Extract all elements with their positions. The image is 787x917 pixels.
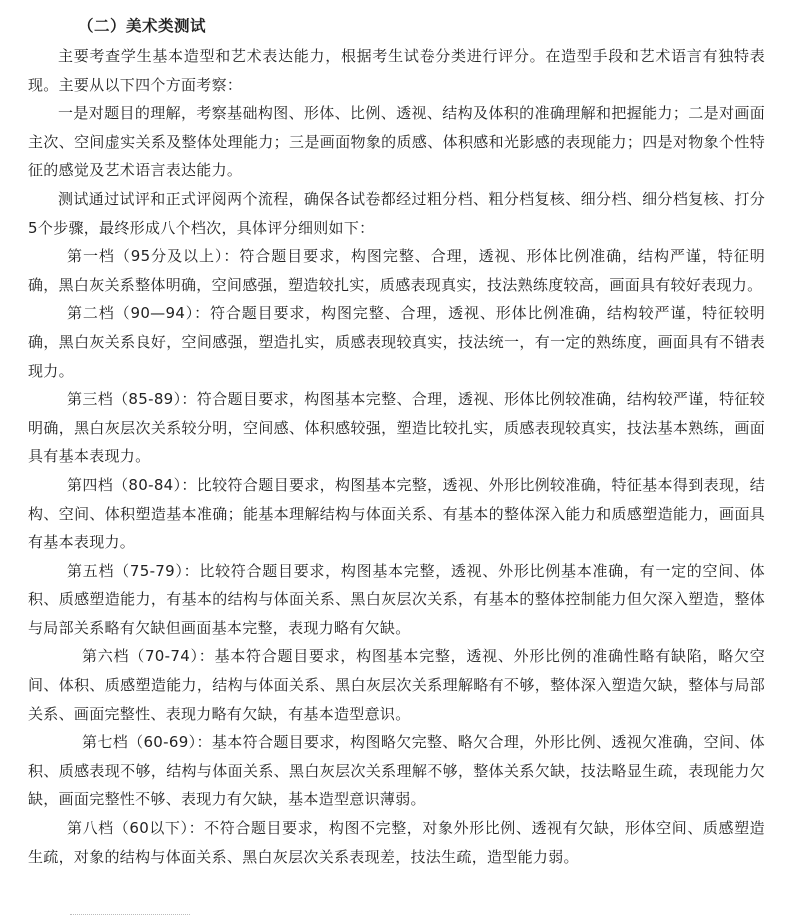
grade-4-paragraph: 第四档（80-84）：比较符合题目要求，构图基本完整，透视、外形比例较准确，特征基本得到表现，结构、空间、体积塑造基本准确；能基本理解结构与体面关系、有基本的整体深入能力和质感塑造能力，画面具有基本表现力。 bbox=[28, 475, 765, 552]
intro-paragraph: 主要考查学生基本造型和艺术表达能力，根据考生试卷分类进行评分。在造型手段和艺术语言有独特表现。主要从以下四个方面考察： bbox=[28, 47, 765, 94]
grade-8-paragraph: 第八档（60以下）：不符合题目要求，构图不完整，对象外形比例、透视有欠缺，形体空间、质感塑造生疏，对象的结构与体面关系、黑白灰层次关系表现差，技法生疏，造型能力弱。 bbox=[28, 819, 765, 866]
grade-5-paragraph: 第五档（75-79）：比较符合题目要求，构图基本完整，透视、外形比例基本准确，有一定的空间、体积、质感塑造能力，有基本的结构与体面关系、黑白灰层次关系，有基本的整体控制能力但欠深入塑造，整体与局部关系略有欠缺但画面基本完整，表现力略有欠缺。 bbox=[28, 561, 765, 637]
criteria-paragraph: 一是对题目的理解，考察基础构图、形体、比例、透视、结构及体积的准确理解和把握能力；二是对画面主次、空间虚实关系及整体处理能力；三是画面物象的质感、体积感和光影感的表现能力；四是对物象个性特征的感觉及艺术语言表达能力。 bbox=[28, 104, 765, 180]
process-paragraph: 测试通过试评和正式评阅两个流程，确保各试卷都经过粗分档、粗分档复核、细分档、细分档复核、打分5个步骤，最终形成八个档次，具体评分细则如下： bbox=[28, 189, 765, 237]
grade-7-paragraph: 第七档（60-69）：基本符合题目要求，构图略欠完整、略欠合理，外形比例、透视欠准确，空间、体积、质感表现不够，结构与体面关系、黑白灰层次关系理解不够，整体关系欠缺，技法略显生疏，表现能力欠缺，画面完整性不够、表现力有欠缺，基本造型意识薄弱。 bbox=[28, 733, 765, 809]
grade-6-paragraph: 第六档（70-74）：基本符合题目要求，构图基本完整，透视、外形比例的准确性略有缺陷，略欠空间、体积、质感塑造能力，结构与体面关系、黑白灰层次关系理解略有不够，整体深入塑造欠缺，整体与局部关系、画面完整性、表现力略有欠缺，有基本造型意识。 bbox=[28, 647, 765, 723]
grade-3-paragraph: 第三档（85-89）：符合题目要求，构图基本完整、合理，透视、形体比例较准确，结构较严谨，特征较明确，黑白灰层次关系较分明，空间感、体积感较强，塑造比较扎实，质感表现较真实，技法基本熟练，画面具有基本表现力。 bbox=[28, 390, 765, 466]
grade-2-paragraph: 第二档（90—94）：符合题目要求，构图完整、合理，透视、形体比例准确，结构较严谨，特征较明确，黑白灰关系良好，空间感强，塑造扎实，质感表现较真实，技法统一，有一定的熟练度，画面具有不错表现力。 bbox=[28, 304, 765, 380]
section-heading: （二）美术类测试 bbox=[78, 17, 207, 35]
grade-1-paragraph: 第一档（95分及以上）：符合题目要求，构图完整、合理，透视、形体比例准确，结构严谨，特征明确，黑白灰关系整体明确，空间感强，塑造较扎实，质感表现真实，技法熟练度较高，画面具有较好表现力。 bbox=[28, 247, 765, 294]
